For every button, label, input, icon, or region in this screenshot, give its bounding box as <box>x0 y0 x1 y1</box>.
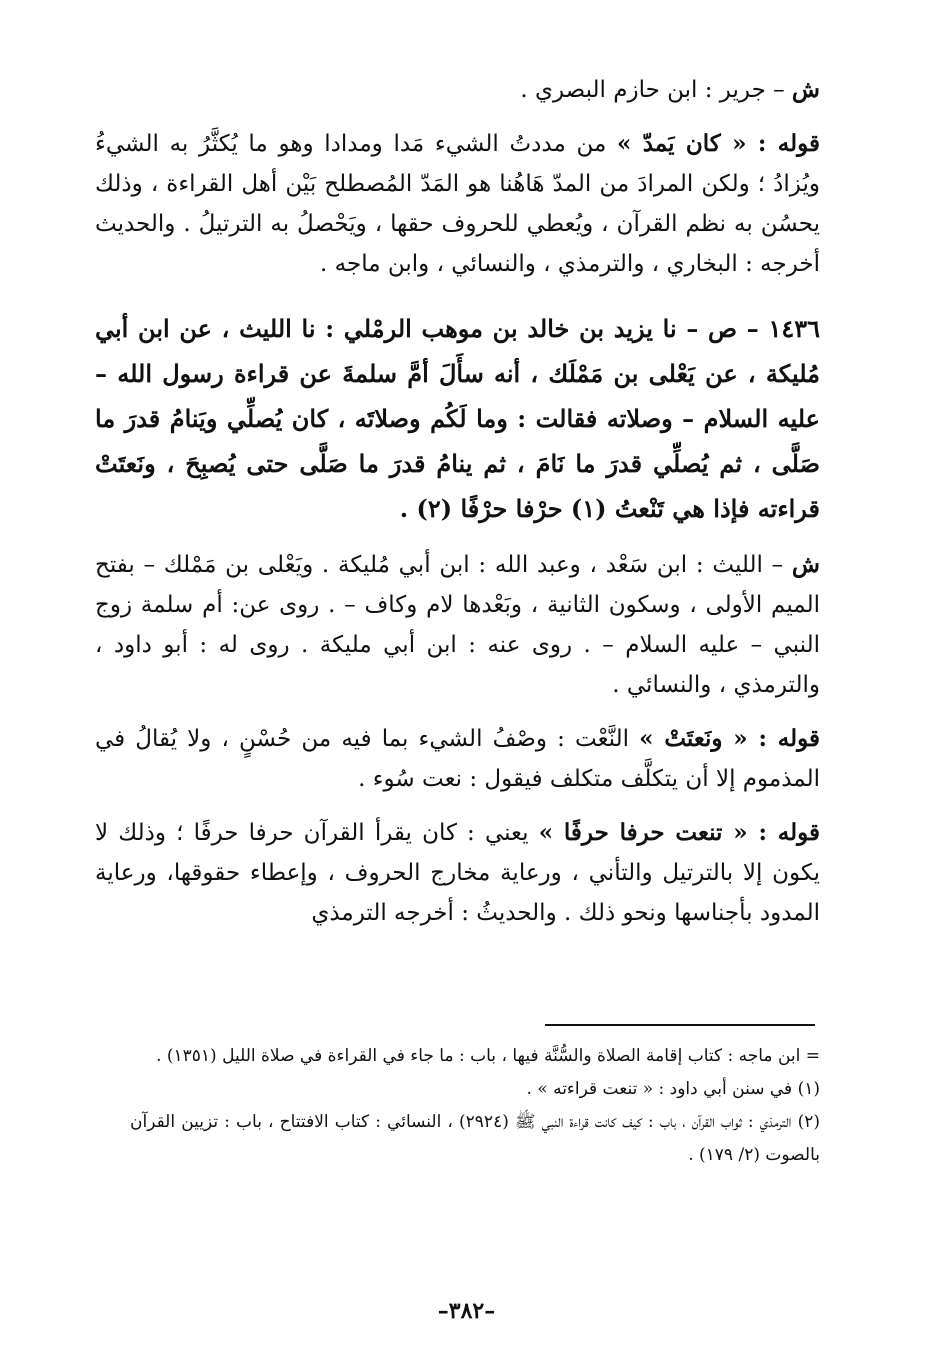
paragraph-text: النَّعْت : وصْفُ الشيء بما فيه من حُسْنٍ ، ولا يُقالُ في المذموم إلا أن يتكلَّف متكلف فيقول : نعت سُوء . <box>95 726 820 792</box>
paragraph-text: – الليث : ابن سَعْد ، وعبد الله : ابن أبي مُليكة . ويَعْلى بن مَمْلك – بفتح الميم الأولى ، وسكون الثانية ، وبَعْدها لام وكاف – . روى عن: أم سلمة زوج النبي – عليه السلام – . روى عنه : ابن أبي مليكة . روى له : أبو داود ، والترمذي ، والنسائي . <box>95 552 820 698</box>
hadith-1436 <box>95 306 820 531</box>
paragraph-text: – جرير : ابن حازم البصري . <box>520 77 792 103</box>
paragraph-lead: قوله : « ونَعتَتْ » <box>639 725 820 752</box>
footnotes <box>130 1040 820 1172</box>
hadith-text: ١٤٣٦ – ص – نا يزيد بن خالد بن موهب الرمْلي : نا الليث ، عن ابن أبي مُليكة ، عن يَعْلى بن مَمْلَك ، أنه سأَلَ أمَّ سلمةَ عن قراءة رسول الله –عليه السلام – وصلاته فقالت : وما لَكُم وصلاتَه ، كان يُصلِّي ويَنامُ قدرَ ما صَلَّى ، ثم يُصلِّي قدرَ ما نَامَ ، ثم ينامُ قدرَ ما صَلَّى حتى يُصبِحَ ، ونَعتَتْ قراءته فإذا هي تَنْعتُ (١) حرْفا حرْفًا (٢) . <box>95 314 820 523</box>
page-number: –٣٨٢– <box>437 1298 496 1324</box>
paragraph-kana-yamudd <box>95 124 820 284</box>
paragraph-lead: ش <box>791 551 820 578</box>
footnote-continuation: = ابن ماجه : كتاب إقامة الصلاة والسُّنَّة فيها ، باب : ما جاء في القراءة في صلاة الليل (١٣٥١) . <box>156 1046 820 1066</box>
paragraph-sharh-jarir <box>95 70 820 110</box>
paragraph-sharh-al-layth <box>95 545 820 705</box>
paragraph-text: يعني : كان يقرأ القرآن حرفا حرفًا ؛ وذلك لا يكون إلا بالترتيل والتأني ، ورعاية مخارج الحروف ، وإعطاء حقوقها، ورعاية المدود بأجناسها ونحو ذلك . والحديثُ : أخرجه الترمذي <box>95 820 820 926</box>
footnote-divider <box>545 1024 815 1026</box>
footnote-2: (٢) الترمذي : ثواب القرآن ، باب : كيف كانت قراءة النبي ﷺ (٢٩٢٤) ، النسائي : كتاب الافتتاح ، باب : تزيين القرآن بالصوت (٢/ ١٧٩) . <box>130 1112 820 1165</box>
paragraph-lead: قوله : « تنعت حرفا حرفًا » <box>538 819 821 846</box>
paragraph-lead: ش <box>791 76 820 103</box>
footnote-1: (١) في سنن أبي داود : « تنعت قراءته » . <box>526 1079 820 1099</box>
paragraph-naatat <box>95 719 820 799</box>
paragraph-lead: قوله : « كان يَمدّ » <box>617 130 820 157</box>
paragraph-text: من مددتُ الشيء مَدا ومدادا وهو ما يُكثَّرُ به الشيءُ ويُزادُ ؛ ولكن المرادَ من المدّ هَاهُنا هو المَدّ المُصطلح بَيْن أهل القراءة ، وذلك يحسُن به نظم القرآن ، ويُعطي للحروف حقها ، ويَحْصلُ به الترتيلُ . والحديث أخرجه : البخاري ، والترمذي ، والنسائي ، وابن ماجه . <box>95 131 820 277</box>
main-text <box>95 70 820 947</box>
paragraph-tanatu-harfan <box>95 813 820 933</box>
